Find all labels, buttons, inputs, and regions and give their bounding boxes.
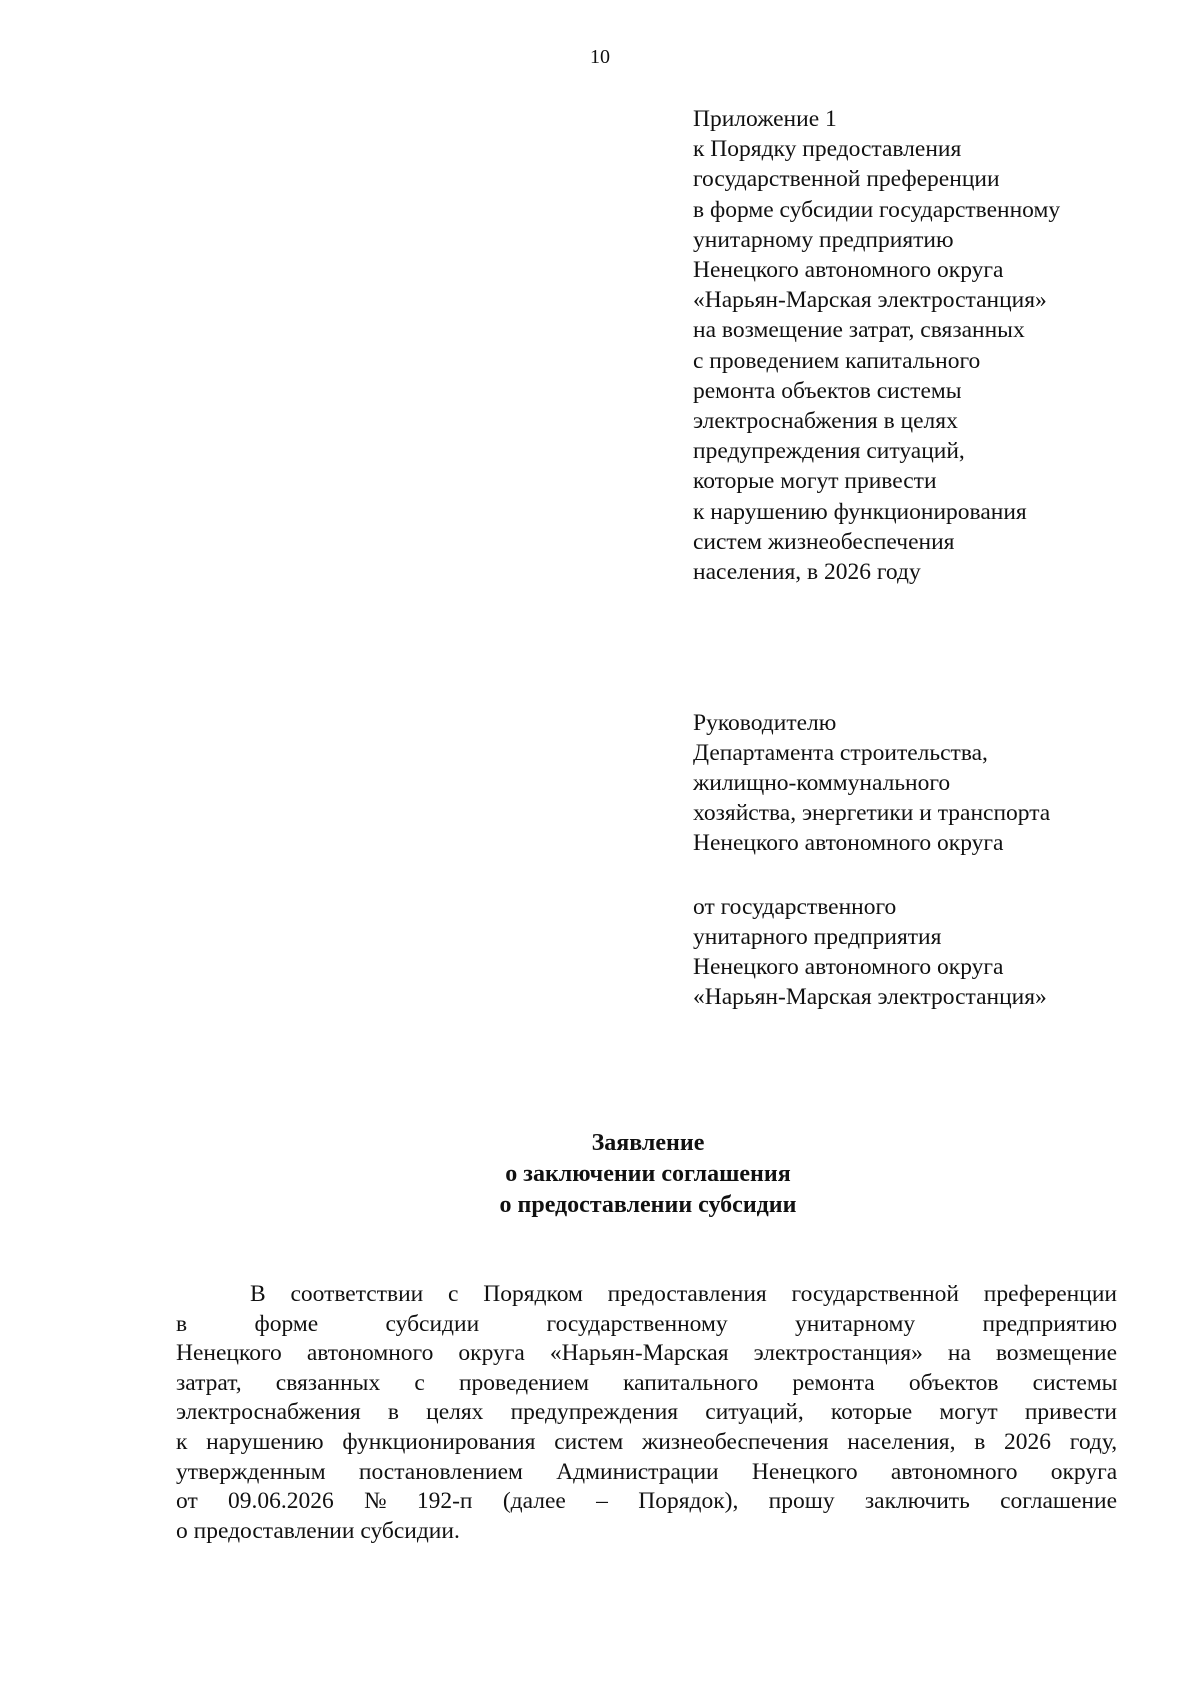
body-line: затрат, связанных с проведением капитального ремонта объектов системы — [176, 1369, 1118, 1396]
body-line: утвержденным постановлением Администрации Ненецкого автономного округа — [176, 1458, 1118, 1485]
sender-block — [693, 892, 1163, 1012]
body-line: о предоставлении субсидии. — [176, 1517, 460, 1544]
recipient-line: жилищно-коммунального — [693, 770, 951, 796]
appendix-line: к нарушению функционирования — [693, 498, 1027, 525]
appendix-line: электроснабжения в целях — [693, 408, 958, 435]
appendix-line: к Порядку предоставления — [693, 136, 962, 163]
sender-line: Ненецкого автономного округа — [693, 954, 1004, 980]
appendix-line: которые могут привести — [693, 468, 937, 495]
appendix-line: ремонта объектов системы — [693, 377, 962, 404]
recipient-line: Департамента строительства, — [693, 740, 988, 766]
body-line: в форме субсидии государственному унитарному предприятию — [176, 1310, 1117, 1337]
appendix-line: государственной преференции — [693, 166, 1000, 193]
appendix-line: унитарному предприятию — [693, 226, 954, 253]
recipient-line: Ненецкого автономного округа — [693, 830, 1004, 856]
recipient-line: хозяйства, энергетики и транспорта — [693, 800, 1051, 826]
page-number: 10 — [590, 46, 610, 68]
sender-line: унитарного предприятия — [693, 924, 942, 950]
appendix-line: систем жизнеобеспечения — [693, 528, 955, 555]
body-line: В соответствии с Порядком предоставления государственной преференции — [250, 1281, 1117, 1307]
sender-line: «Нарьян-Марская электростанция» — [693, 984, 1047, 1010]
title-line: о предоставлении субсидии — [499, 1192, 797, 1218]
appendix-line: на возмещение затрат, связанных — [693, 317, 1025, 344]
appendix-line: «Нарьян-Марская электростанция» — [693, 287, 1047, 314]
sender-line: от государственного — [693, 894, 897, 920]
document-title — [0, 1128, 1200, 1221]
appendix-line: Ненецкого автономного округа — [693, 257, 1004, 284]
recipient-line: Руководителю — [693, 710, 837, 736]
appendix-line: предупреждения ситуаций, — [693, 438, 965, 465]
appendix-line: населения, в 2026 году — [693, 559, 921, 586]
title-line: Заявление — [591, 1130, 705, 1156]
body-line: к нарушению функционирования систем жизнеобеспечения населения, в 2026 году, — [176, 1428, 1118, 1455]
recipient-block — [693, 708, 1163, 858]
title-line: о заключении соглашения — [505, 1161, 791, 1187]
body-line: от 09.06.2026 № 192-п (далее – Порядок), прошу заключить соглашение — [176, 1488, 1117, 1515]
body-line: электроснабжения в целях предупреждения ситуаций, которые могут привести — [176, 1399, 1117, 1426]
appendix-line: Приложение 1 — [693, 106, 837, 132]
appendix-line: с проведением капитального — [693, 347, 981, 374]
appendix-header — [693, 104, 1163, 587]
body-line: Ненецкого автономного округа «Нарьян-Марская электростанция» на возмещение — [176, 1340, 1117, 1367]
body-paragraph — [176, 1280, 1117, 1546]
appendix-line: в форме субсидии государственному — [693, 196, 1061, 223]
